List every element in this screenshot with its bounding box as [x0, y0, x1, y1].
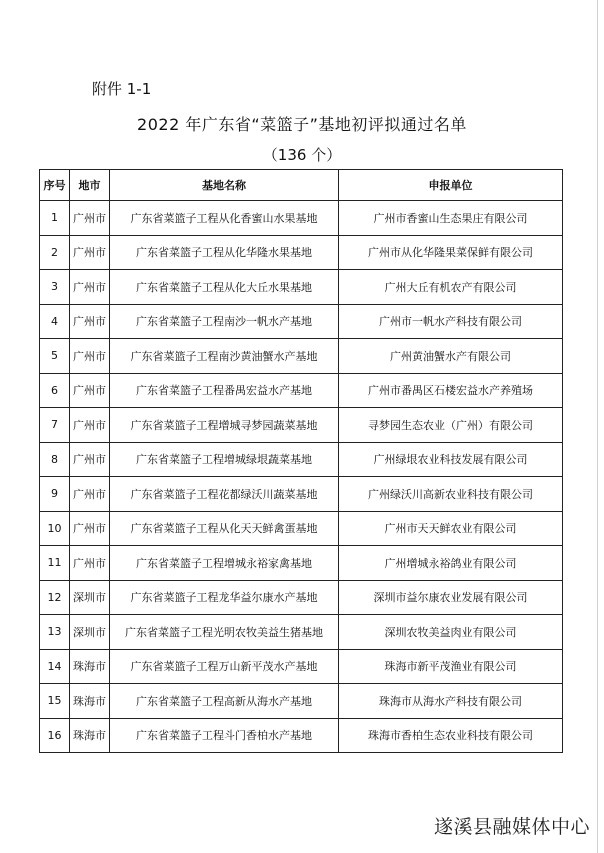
table-row: [40, 684, 563, 719]
cell-index: 7: [40, 408, 70, 443]
table-row: [40, 511, 563, 546]
cell-city: 深圳市: [70, 580, 110, 615]
cell-index: 12: [40, 580, 70, 615]
document-title: 2022 年广东省“菜篮子”基地初评拟通过名单: [137, 115, 467, 134]
cell-index: 5: [40, 339, 70, 374]
cell-base-name: 广东省菜篮子工程光明农牧美益生猪基地: [110, 615, 339, 650]
table-row: [40, 477, 563, 512]
approval-list-table: [39, 169, 563, 753]
table-row: [40, 408, 563, 443]
cell-base-name: 广东省菜篮子工程增城寻梦园蔬菜基地: [110, 408, 339, 443]
cell-city: 珠海市: [70, 684, 110, 719]
table-row: [40, 201, 563, 236]
table-row: [40, 649, 563, 684]
table-row: [40, 304, 563, 339]
cell-city: 广州市: [70, 546, 110, 581]
table-row: [40, 235, 563, 270]
cell-index: 6: [40, 373, 70, 408]
cell-applicant: 广州绿沃川高新农业科技有限公司: [339, 477, 563, 512]
table-row: [40, 373, 563, 408]
cell-applicant: 广州绿垠农业科技发展有限公司: [339, 442, 563, 477]
cell-applicant: 珠海市新平茂渔业有限公司: [339, 649, 563, 684]
column-header-index: 序号: [40, 170, 70, 201]
cell-city: 广州市: [70, 511, 110, 546]
item-count: （136 个）: [262, 146, 342, 164]
cell-base-name: 广东省菜篮子工程斗门香柏水产基地: [110, 718, 339, 753]
cell-applicant: 广州市从化华隆果菜保鲜有限公司: [339, 235, 563, 270]
cell-index: 15: [40, 684, 70, 719]
table-row: [40, 339, 563, 374]
cell-base-name: 广东省菜篮子工程增城绿垠蔬菜基地: [110, 442, 339, 477]
cell-base-name: 广东省菜篮子工程南沙一帆水产基地: [110, 304, 339, 339]
cell-applicant: 广州大丘有机农产有限公司: [339, 270, 563, 305]
cell-base-name: 广东省菜篮子工程从化香蜜山水果基地: [110, 201, 339, 236]
table-row: [40, 718, 563, 753]
cell-index: 3: [40, 270, 70, 305]
table-header-row: [40, 170, 563, 201]
cell-city: 广州市: [70, 408, 110, 443]
cell-index: 10: [40, 511, 70, 546]
cell-city: 广州市: [70, 442, 110, 477]
cell-base-name: 广东省菜篮子工程增城永裕家禽基地: [110, 546, 339, 581]
table-row: [40, 580, 563, 615]
cell-applicant: 深圳农牧美益肉业有限公司: [339, 615, 563, 650]
column-header-applicant: 申报单位: [339, 170, 563, 201]
cell-base-name: 广东省菜篮子工程花都绿沃川蔬菜基地: [110, 477, 339, 512]
cell-applicant: 广州市天天鲜农业有限公司: [339, 511, 563, 546]
cell-base-name: 广东省菜篮子工程从化华隆水果基地: [110, 235, 339, 270]
cell-applicant: 广州增城永裕鸽业有限公司: [339, 546, 563, 581]
cell-applicant: 寻梦园生态农业（广州）有限公司: [339, 408, 563, 443]
cell-index: 16: [40, 718, 70, 753]
cell-base-name: 广东省菜篮子工程南沙黄油蟹水产基地: [110, 339, 339, 374]
cell-index: 11: [40, 546, 70, 581]
cell-index: 13: [40, 615, 70, 650]
table-row: [40, 442, 563, 477]
cell-city: 深圳市: [70, 615, 110, 650]
table-row: [40, 615, 563, 650]
cell-city: 广州市: [70, 304, 110, 339]
cell-city: 珠海市: [70, 649, 110, 684]
cell-city: 广州市: [70, 339, 110, 374]
table-row: [40, 270, 563, 305]
cell-base-name: 广东省菜篮子工程从化天天鲜禽蛋基地: [110, 511, 339, 546]
cell-applicant: 广州市香蜜山生态果庄有限公司: [339, 201, 563, 236]
cell-index: 14: [40, 649, 70, 684]
cell-city: 广州市: [70, 201, 110, 236]
cell-applicant: 深圳市益尔康农业发展有限公司: [339, 580, 563, 615]
cell-applicant: 珠海市香柏生态农业科技有限公司: [339, 718, 563, 753]
column-header-city: 地市: [70, 170, 110, 201]
media-watermark: 遂溪县融媒体中心: [433, 816, 590, 838]
cell-index: 9: [40, 477, 70, 512]
cell-applicant: 广州黄油蟹水产有限公司: [339, 339, 563, 374]
cell-base-name: 广东省菜篮子工程龙华益尔康水产基地: [110, 580, 339, 615]
cell-index: 4: [40, 304, 70, 339]
cell-city: 珠海市: [70, 718, 110, 753]
cell-base-name: 广东省菜篮子工程万山新平茂水产基地: [110, 649, 339, 684]
cell-index: 2: [40, 235, 70, 270]
cell-city: 广州市: [70, 235, 110, 270]
column-header-base-name: 基地名称: [110, 170, 339, 201]
cell-applicant: 广州市一帆水产科技有限公司: [339, 304, 563, 339]
cell-city: 广州市: [70, 270, 110, 305]
table-row: [40, 546, 563, 581]
attachment-label: 附件 1-1: [92, 80, 152, 98]
cell-base-name: 广东省菜篮子工程高新从海水产基地: [110, 684, 339, 719]
cell-base-name: 广东省菜篮子工程番禺宏益水产基地: [110, 373, 339, 408]
cell-index: 8: [40, 442, 70, 477]
cell-city: 广州市: [70, 373, 110, 408]
cell-base-name: 广东省菜篮子工程从化大丘水果基地: [110, 270, 339, 305]
cell-index: 1: [40, 201, 70, 236]
cell-applicant: 广州市番禺区石楼宏益水产养殖场: [339, 373, 563, 408]
cell-city: 广州市: [70, 477, 110, 512]
cell-applicant: 珠海市从海水产科技有限公司: [339, 684, 563, 719]
